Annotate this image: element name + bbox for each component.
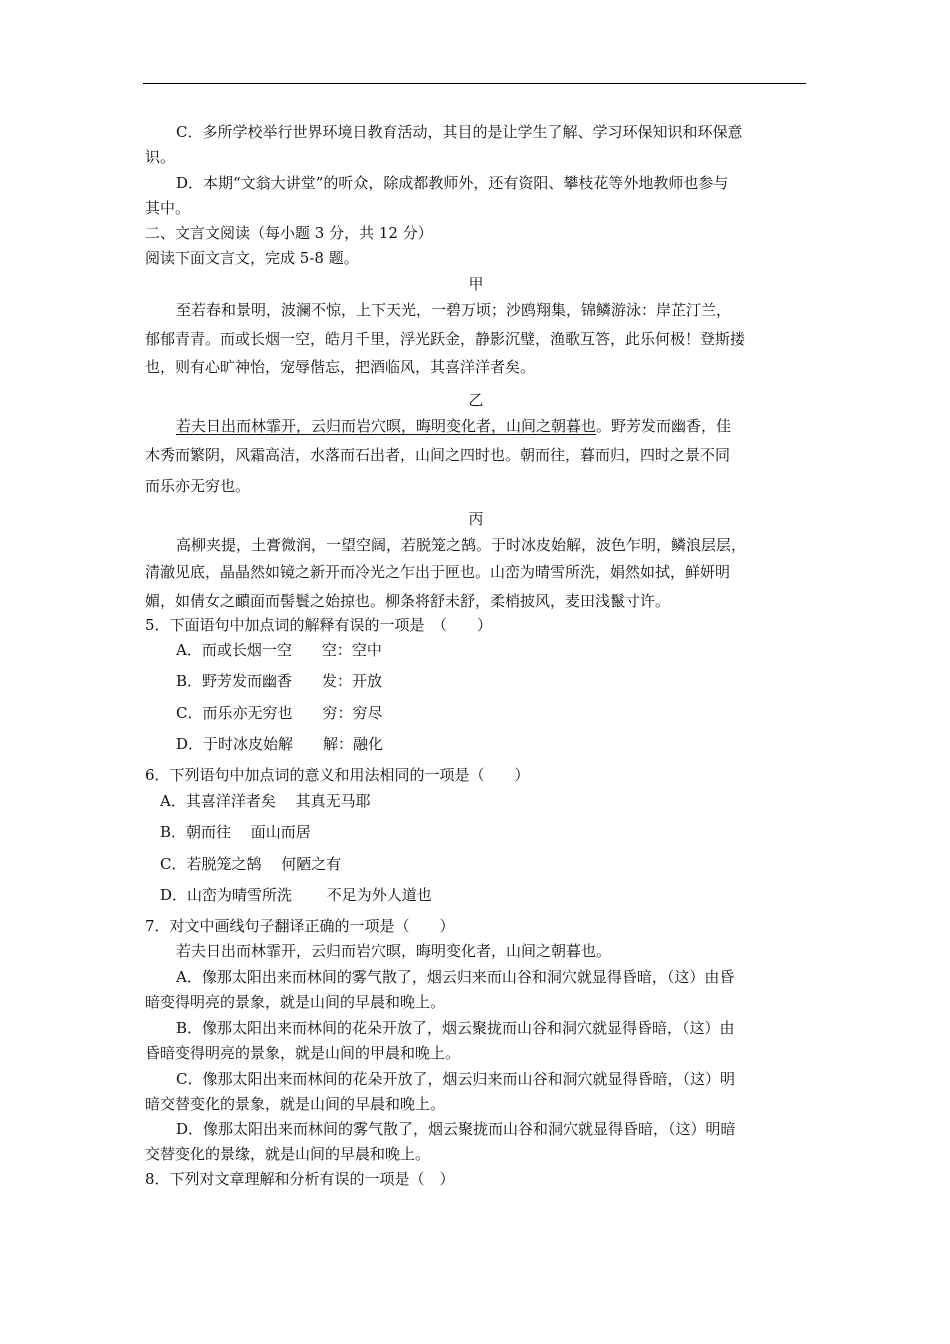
question-5-option: B．野芳发而幽香 发：开放 [176,672,383,690]
question-7-stem: 7．对文中画线句子翻译正确的一项是（ ） [145,917,455,935]
underlined-sentence: 若夫日出而林霏开，云归而岩穴暝，晦明变化者，山间之朝暮也 [176,417,597,435]
question-8-stem: 8．下列对文章理解和分析有误的一项是（ ） [145,1170,455,1188]
passage-jia-title: 甲 [468,275,484,293]
passage-yi-line: 而乐亦无穷也。 [145,477,251,495]
passage-bing-line: 高柳夹提，土膏微润，一望空阔，若脱笼之鹄。于时冰皮始解，波色乍明，鳞浪层层， [176,536,747,554]
section-heading: 二、文言文阅读（每小题 3 分，共 12 分） [145,224,433,242]
option-c-line2: 识。 [145,148,176,166]
question-6-option: C．若脱笼之鹄 何陋之有 [160,855,342,873]
question-6-option: A．其喜洋洋者矣 其真无马耶 [160,792,371,810]
question-5-option: C．而乐亦无穷也 穷：穷尽 [176,704,383,722]
question-7-option-b-line1: B．像那太阳出来而林间的花朵开放了，烟云聚拢而山谷和洞穴就显得昏暗，（这）由 [176,1019,735,1037]
passage-bing-line: 清澈见底，晶晶然如镜之新开而冷光之乍出于匣也。山峦为晴雪所洗，娟然如拭，鲜妍明 [145,563,731,581]
question-7-option-c-line1: C．像那太阳出来而林间的花朵开放了，烟云归来而山谷和洞穴就显得昏暗，（这）明 [176,1070,735,1088]
passage-jia-line: 郁郁青青。而或长烟一空，皓月千里，浮光跃金，静影沉璧，渔歌互答，此乐何极！登斯搂 [145,330,746,348]
question-6-option: B．朝而往 面山而居 [160,823,311,841]
passage-yi-line1-rest: 。野芳发而幽香，佳 [596,417,732,435]
question-5-stem: 5．下面语句中加点词的解释有误的一项是 （ ） [145,616,493,634]
passage-jia-line: 也，则有心旷神怡，宠辱偕忘，把酒临风，其喜洋洋者矣。 [145,358,536,376]
passage-yi-line1 [176,416,838,436]
option-d-line2: 其中。 [145,199,191,217]
question-6-stem: 6．下列语句中加点词的意义和用法相同的一项是（ ） [145,766,530,784]
question-7-option-b-line2: 昏暗变得明亮的景象，就是山间的甲晨和晚上。 [145,1044,461,1062]
question-7-option-a-line2: 暗变得明亮的景象，就是山间的早晨和晚上。 [145,993,446,1011]
question-7-sentence: 若夫日出而林霏开，云归而岩穴暝，晦明变化者，山间之朝暮也。 [176,942,612,960]
question-5-option: A．而或长烟一空 空：空中 [176,641,382,659]
question-7-option-a-line1: A．像那太阳出来而林间的雾气散了，烟云归来而山谷和洞穴就显得昏暗，（这）由昏 [176,968,735,986]
header-rule [143,83,806,84]
option-d-line1: D．本期“文翁大讲堂”的听众，除成都教师外，还有资阳、攀枝花等外地教师也参与 [176,174,729,192]
passage-yi-line: 木秀而繁阴，风霜高洁，水落而石出者，山间之四时也。朝而往，暮而归，四时之景不同 [145,446,731,464]
option-c-line1: C．多所学校举行世界环境日教育活动，其目的是让学生了解、学习环保知识和环保意 [176,123,743,141]
passage-yi-title: 乙 [468,391,484,409]
question-7-option-c-line2: 暗交替变化的景象，就是山间的早晨和晚上。 [145,1095,446,1113]
question-7-option-d-line2: 交替变化的景缘，就是山间的早晨和晚上。 [145,1145,431,1163]
question-7-option-d-line1: D．像那太阳出来而林间的雾气散了，烟云聚拢而山谷和洞穴就显得昏暗，（这）明暗 [176,1120,736,1138]
section-instruction: 阅读下面文言文，完成 5-8 题。 [145,249,359,267]
question-6-option: D．山峦为晴雪所洗 不足为外人道也 [160,886,432,904]
passage-jia-line: 至若春和景明，波澜不惊，上下天光，一碧万顷；沙鸥翔集，锦鳞游泳：岸芷汀兰， [176,301,732,319]
question-5-option: D．于时冰皮始解 解：融化 [176,735,384,753]
passage-bing-line: 媚，如倩女之靧面而髻鬟之始掠也。柳条将舒未舒，柔梢披风，麦田浅鬣寸许。 [145,592,671,610]
passage-bing-title: 丙 [468,510,484,528]
